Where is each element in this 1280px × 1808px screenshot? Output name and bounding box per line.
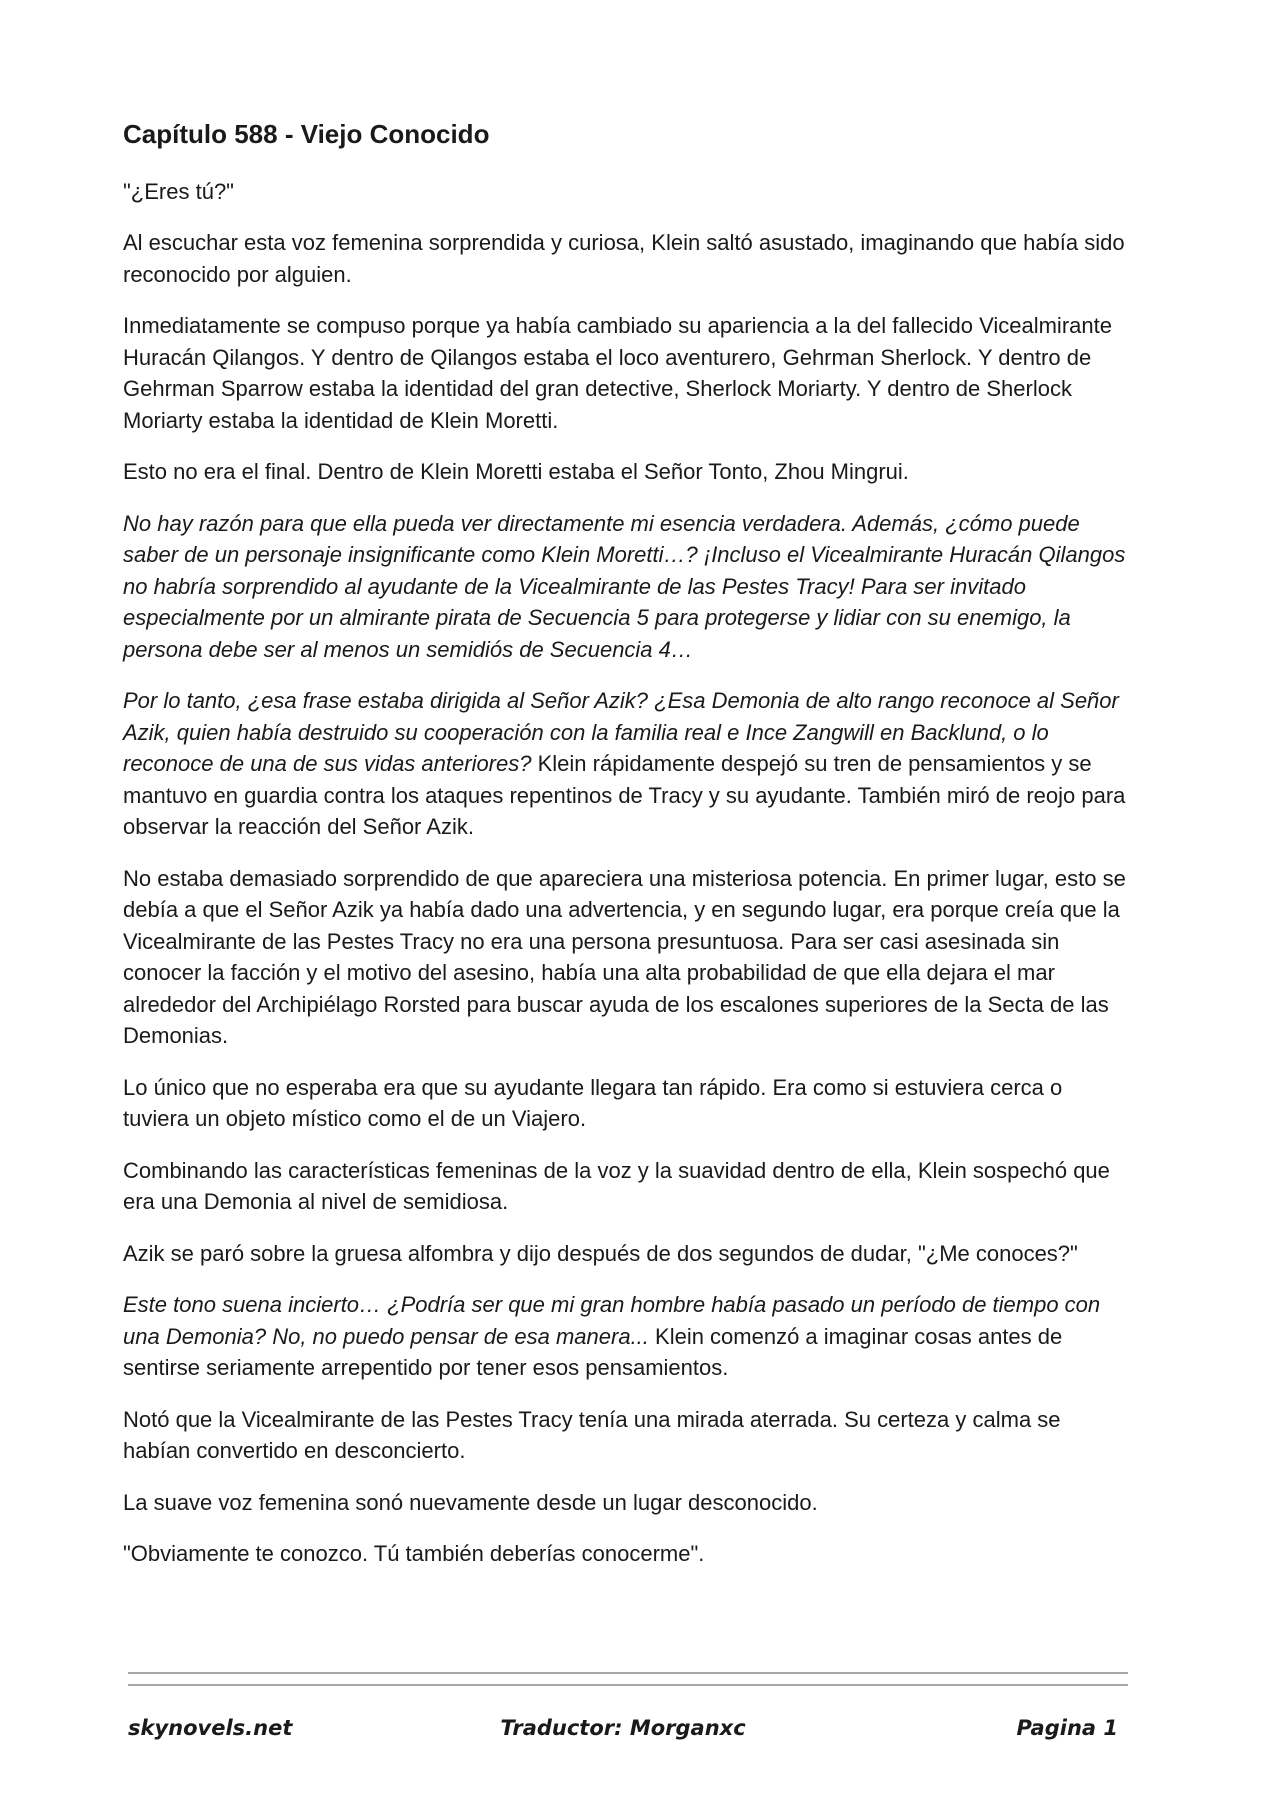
paragraph	[123, 1289, 1133, 1384]
paragraph	[123, 508, 1133, 666]
paragraph-italic-text: Este tono suena incierto… ¿Podría ser que mi gran hombre había pasado un período de tiempo con una Demonia? No, no puedo pensar de esa manera...	[123, 1292, 1101, 1349]
paragraph	[123, 863, 1133, 1052]
footer-page-number: Pagina 1	[1016, 1716, 1118, 1740]
paragraph-text: Combinando las características femeninas de la voz y la suavidad dentro de ella, Klein sospechó que era una Demonia al nivel de semidiosa.	[123, 1157, 1110, 1215]
paragraph	[123, 1404, 1133, 1467]
paragraph-text: Notó que la Vicealmirante de las Pestes Tracy tenía una mirada aterrada. Su certeza y calma se habían convertido en desconcierto.	[123, 1406, 1061, 1464]
paragraph-text: "¿Eres tú?"	[123, 178, 234, 204]
paragraph-text: No estaba demasiado sorprendido de que apareciera una misteriosa potencia. En primer lugar, esto se debía a que el Señor Azik ya había dado una advertencia, y en segundo lugar, era porque creía que la Vicealmirante de las Pestes Tracy no era una persona presuntuosa. Para ser casi asesinada sin conocer la facción y el motivo del asesino, había una alta probabilidad de que ella dejara el mar alrededor del Archipiélago Rorsted para buscar ayuda de los escalones superiores de la Secta de las Demonias.	[123, 865, 1126, 1049]
paragraph	[123, 176, 1133, 208]
chapter-title: Capítulo 588 - Viejo Conocido	[123, 119, 490, 149]
paragraph	[123, 1155, 1133, 1218]
paragraph	[123, 1487, 1133, 1519]
paragraph-text: "Obviamente te conozco. Tú también deberías conocerme".	[123, 1541, 705, 1567]
paragraph-text: La suave voz femenina sonó nuevamente desde un lugar desconocido.	[123, 1489, 818, 1515]
paragraph-text: Azik se paró sobre la gruesa alfombra y dijo después de dos segundos de dudar, "¿Me conoces?"	[123, 1240, 1078, 1266]
paragraph	[123, 456, 1133, 488]
footer-divider-top	[128, 1672, 1128, 1674]
paragraph-text: Inmediatamente se compuso porque ya había cambiado su apariencia a la del fallecido Vicealmirante Huracán Qilangos. Y dentro de Qilangos estaba el loco aventurero, Gehrman Sherlock. Y dentro de Gehrman Sparrow estaba la identidad del gran detective, Sherlock Moriarty. Y dentro de Sherlock Moriarty estaba la identidad de Klein Moretti.	[123, 313, 1112, 433]
document-body	[123, 176, 1133, 1570]
paragraph	[123, 1072, 1133, 1135]
paragraph-italic-text: No hay razón para que ella pueda ver directamente mi esencia verdadera. Además, ¿cómo puede saber de un personaje insignificante como Klein Moretti…? ¡Incluso el Vicealmirante Huracán Qilangos no habría sorprendido al ayudante de la Vicealmirante de las Pestes Tracy! Para ser invitado especialmente por un almirante pirata de Secuencia 5 para protegerse y lidiar con su enemigo, la persona debe ser al menos un semidiós de Secuencia 4…	[123, 510, 1126, 662]
paragraph	[123, 1238, 1133, 1270]
footer-site: skynovels.net	[128, 1716, 293, 1740]
paragraph	[123, 310, 1133, 436]
paragraph	[123, 1538, 1133, 1570]
paragraph	[123, 685, 1133, 843]
document-page	[123, 118, 1133, 1590]
paragraph-text: Klein rápidamente despejó su tren de pensamientos y se mantuvo en guardia contra los ataques repentinos de Tracy y su ayudante. También miró de reojo para observar la reacción del Señor Azik.	[123, 751, 1126, 840]
paragraph-text: Klein comenzó a imaginar cosas antes de sentirse seriamente arrepentido por tener esos pensamientos.	[123, 1323, 1063, 1381]
footer-divider-bottom	[128, 1684, 1128, 1686]
paragraph-text: Esto no era el final. Dentro de Klein Moretti estaba el Señor Tonto, Zhou Mingrui.	[123, 459, 909, 485]
paragraph-text: Lo único que no esperaba era que su ayudante llegara tan rápido. Era como si estuviera cerca o tuviera un objeto místico como el de un Viajero.	[123, 1074, 1063, 1132]
page-footer	[128, 1716, 1118, 1756]
paragraph	[123, 227, 1133, 290]
paragraph-italic-text: Por lo tanto, ¿esa frase estaba dirigida al Señor Azik? ¿Esa Demonia de alto rango reconoce al Señor Azik, quien había destruido su cooperación con la familia real e Ince Zangwill en Backlund, o lo reconoce de una de sus vidas anteriores?	[123, 688, 1119, 777]
footer-translator: Traductor: Morganxc	[500, 1716, 746, 1740]
paragraph-text: Al escuchar esta voz femenina sorprendida y curiosa, Klein saltó asustado, imaginando que había sido reconocido por alguien.	[123, 230, 1125, 287]
